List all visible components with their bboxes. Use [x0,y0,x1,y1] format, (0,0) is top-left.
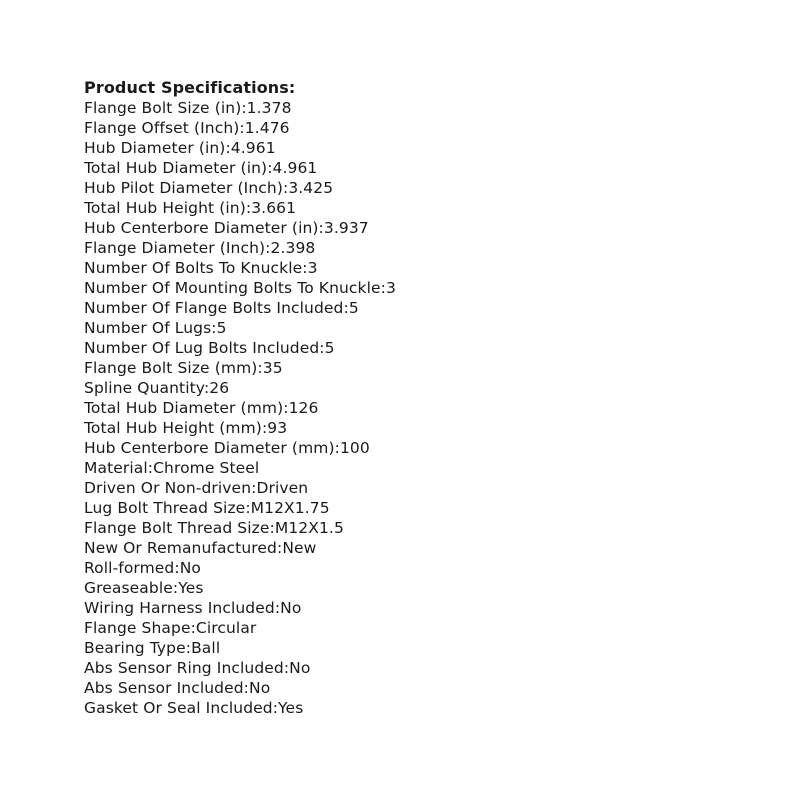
spec-label: Total Hub Height (in) [84,199,246,217]
spec-label: Roll-formed [84,559,175,577]
spec-separator: : [257,359,263,377]
spec-label: Flange Bolt Thread Size [84,519,270,537]
spec-row [84,118,724,138]
spec-separator: : [147,459,154,477]
spec-label: Gasket Or Seal Included [84,699,273,717]
spec-row [84,338,724,358]
spec-separator: : [343,299,349,317]
spec-label: Hub Centerbore Diameter (in) [84,219,319,237]
spec-value: New [282,539,317,557]
spec-separator: : [272,699,279,717]
spec-row [84,358,724,378]
spec-separator: : [269,519,275,537]
spec-separator: : [380,279,386,297]
spec-row [84,698,724,718]
spec-row [84,298,724,318]
spec-separator: : [243,679,249,697]
spec-separator: : [334,439,340,457]
spec-value: Yes [278,699,304,717]
spec-label: Driven Or Non-driven [84,479,252,497]
spec-value: 4.961 [230,139,276,157]
spec-label: Wiring Harness Included [84,599,275,617]
spec-label: Material [84,459,148,477]
spec-row [84,578,724,598]
spec-value: 93 [267,419,288,437]
spec-separator: : [302,259,308,277]
spec-separator: : [203,379,210,397]
spec-value: Yes [178,579,204,597]
spec-label: Hub Diameter (in) [84,139,226,157]
spec-value: 3 [385,279,396,297]
spec-separator: : [245,199,252,217]
spec-separator: : [245,499,251,517]
spec-value: 4.961 [272,159,318,177]
spec-separator: : [267,159,273,177]
spec-label: Abs Sensor Included [84,679,244,697]
spec-label: Number Of Mounting Bolts To Knuckle [84,279,381,297]
spec-separator: : [261,419,268,437]
spec-label: Number Of Bolts To Knuckle [84,259,303,277]
spec-label: Hub Centerbore Diameter (mm) [84,439,335,457]
spec-label: Flange Offset (Inch) [84,119,240,137]
spec-value: Ball [191,639,221,657]
spec-row [84,238,724,258]
spec-label: Flange Bolt Size (mm) [84,359,258,377]
spec-value: 35 [262,359,283,377]
spec-separator: : [276,539,283,557]
spec-value: No [289,659,311,677]
spec-label: New Or Remanufactured [84,539,277,557]
spec-row [84,638,724,658]
spec-row [84,538,724,558]
spec-value: Chrome Steel [153,459,260,477]
spec-value: Driven [256,479,309,497]
spec-value: 3.661 [251,199,297,217]
spec-value: No [280,599,302,617]
spec-value: 5 [348,299,359,317]
spec-row [84,178,724,198]
spec-row [84,598,724,618]
spec-value: 100 [339,439,370,457]
spec-value: 126 [288,399,319,417]
spec-separator: : [174,559,180,577]
spec-row [84,138,724,158]
spec-row [84,658,724,678]
spec-value: 3 [307,259,318,277]
spec-separator: : [239,119,245,137]
spec-value: 3.425 [288,179,334,197]
spec-separator: : [283,659,290,677]
spec-row [84,498,724,518]
spec-row [84,618,724,638]
spec-value: No [249,679,271,697]
spec-separator: : [318,219,324,237]
spec-label: Spline Quantity [84,379,204,397]
spec-row [84,378,724,398]
spec-label: Total Hub Diameter (in) [84,159,268,177]
spec-label: Hub Pilot Diameter (Inch) [84,179,283,197]
spec-row [84,278,724,298]
spec-separator: : [319,339,325,357]
spec-value: 5 [324,339,335,357]
specifications-title: Product Specifications: [84,78,296,97]
spec-label: Number Of Flange Bolts Included [84,299,344,317]
spec-row [84,458,724,478]
spec-value: M12X1.75 [250,499,330,517]
spec-label: Abs Sensor Ring Included [84,659,284,677]
spec-label: Flange Shape [84,619,191,637]
spec-separator: : [251,479,257,497]
spec-value: 1.378 [246,99,292,117]
product-specifications-section [84,78,724,718]
spec-separator: : [274,599,281,617]
spec-value: 3.937 [323,219,369,237]
spec-label: Number Of Lugs [84,319,212,337]
spec-separator: : [225,139,231,157]
spec-label: Bearing Type [84,639,186,657]
spec-row [84,438,724,458]
spec-label: Greaseable [84,579,173,597]
spec-value: 26 [209,379,230,397]
spec-label: Total Hub Height (mm) [84,419,262,437]
spec-value: 2.398 [270,239,316,257]
spec-label: Total Hub Diameter (mm) [84,399,284,417]
spec-row [84,198,724,218]
spec-value: 5 [216,319,227,337]
spec-value: M12X1.5 [274,519,344,537]
specifications-list [84,98,724,718]
spec-row [84,478,724,498]
spec-separator: : [172,579,179,597]
spec-value: No [179,559,201,577]
spec-row [84,518,724,538]
spec-value: 1.476 [244,119,290,137]
spec-label: Lug Bolt Thread Size [84,499,246,517]
spec-separator: : [211,319,217,337]
spec-separator: : [241,99,247,117]
spec-row [84,398,724,418]
spec-row [84,258,724,278]
spec-row [84,418,724,438]
spec-label: Flange Diameter (Inch) [84,239,266,257]
spec-row [84,318,724,338]
spec-row [84,678,724,698]
spec-row [84,98,724,118]
spec-row [84,558,724,578]
spec-row [84,218,724,238]
spec-separator: : [282,179,289,197]
spec-separator: : [283,399,289,417]
spec-label: Number Of Lug Bolts Included [84,339,320,357]
spec-separator: : [265,239,271,257]
spec-row [84,158,724,178]
spec-separator: : [190,619,196,637]
spec-separator: : [185,639,192,657]
spec-value: Circular [195,619,257,637]
spec-label: Flange Bolt Size (in) [84,99,242,117]
